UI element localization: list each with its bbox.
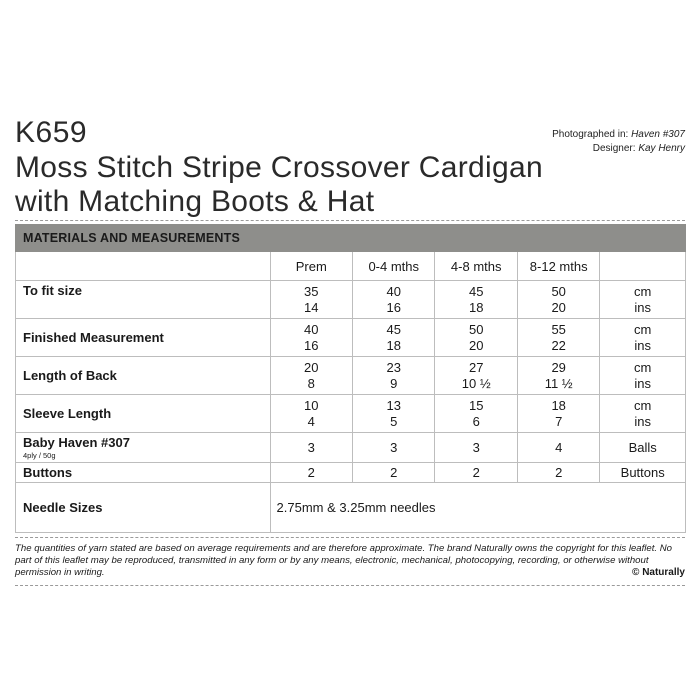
value-cell: 29 11 ½ <box>517 357 599 395</box>
designer-label: Designer: <box>592 143 636 154</box>
value-cell: 20 8 <box>270 357 352 395</box>
buttons-row <box>16 463 686 483</box>
size-header: 4-8 mths <box>435 252 517 281</box>
value-cell: 2 <box>517 463 599 483</box>
yarn-row <box>16 433 686 463</box>
unit-cell: cm ins <box>600 395 686 433</box>
row-label: Length of Back <box>16 357 271 395</box>
value-cell: 45 18 <box>435 281 517 319</box>
row-label: Needle Sizes <box>16 483 271 533</box>
value-cell: 10 4 <box>270 395 352 433</box>
size-header: Prem <box>270 252 352 281</box>
yarn-sublabel: 4ply / 50g <box>23 451 56 460</box>
sleeve-length-row <box>16 395 686 433</box>
title-line-2: with Matching Boots & Hat <box>15 185 375 218</box>
value-cell: 50 20 <box>435 319 517 357</box>
to-fit-row <box>16 281 686 319</box>
value-cell: 18 7 <box>517 395 599 433</box>
photographed-label: Photographed in: <box>552 129 629 140</box>
size-header-row <box>16 252 686 281</box>
pattern-title <box>15 151 543 219</box>
photographed-value: Haven #307 <box>631 129 685 140</box>
value-cell: 13 5 <box>353 395 435 433</box>
value-cell: 2 <box>353 463 435 483</box>
value-cell: 55 22 <box>517 319 599 357</box>
size-header: 0-4 mths <box>353 252 435 281</box>
unit-cell: cm ins <box>600 281 686 319</box>
divider-top <box>15 220 685 221</box>
pattern-code: K659 <box>15 116 88 149</box>
needle-sizes-row <box>16 483 686 533</box>
row-label: Finished Measurement <box>16 319 271 357</box>
size-header: 8-12 mths <box>517 252 599 281</box>
copyright-note: The quantities of yarn stated are based on average requirements and are therefore approximate. The brand Naturally owns the copyright for this leaflet. No part of this leaflet may be reproduced, transmitted in any form or by any means, electronic, mechanical, photocopying, recording, or otherwise without permission in writing. <box>15 543 673 578</box>
designer-value: Kay Henry <box>638 143 685 154</box>
row-label <box>16 433 271 463</box>
unit-cell: cm ins <box>600 319 686 357</box>
value-cell: 2 <box>270 463 352 483</box>
value-cell: 45 18 <box>353 319 435 357</box>
value-cell: 3 <box>353 433 435 463</box>
value-cell: 3 <box>435 433 517 463</box>
needle-sizes-value: 2.75mm & 3.25mm needles <box>270 483 685 533</box>
divider-bottom <box>15 585 685 586</box>
row-label: Sleeve Length <box>16 395 271 433</box>
divider-middle <box>15 537 685 538</box>
photographed-in <box>552 128 685 142</box>
value-cell: 23 9 <box>353 357 435 395</box>
length-of-back-row <box>16 357 686 395</box>
value-cell: 27 10 ½ <box>435 357 517 395</box>
value-cell: 50 20 <box>517 281 599 319</box>
empty-unit-header <box>600 252 686 281</box>
title-line-1: Moss Stitch Stripe Crossover Cardigan <box>15 151 543 184</box>
section-title: MATERIALS AND MEASUREMENTS <box>16 225 686 252</box>
finished-measurement-row <box>16 319 686 357</box>
row-label: Buttons <box>16 463 271 483</box>
value-cell: 15 6 <box>435 395 517 433</box>
unit-cell: Buttons <box>600 463 686 483</box>
designer <box>552 142 685 156</box>
value-cell: 3 <box>270 433 352 463</box>
row-label: To fit size <box>16 281 271 319</box>
value-cell: 40 16 <box>353 281 435 319</box>
value-cell: 40 16 <box>270 319 352 357</box>
unit-cell: cm ins <box>600 357 686 395</box>
unit-cell: Balls <box>600 433 686 463</box>
credits <box>552 128 685 156</box>
yarn-label: Baby Haven #307 <box>23 435 130 450</box>
value-cell: 4 <box>517 433 599 463</box>
copyright-mark: © Naturally <box>632 567 685 578</box>
value-cell: 2 <box>435 463 517 483</box>
materials-table <box>15 224 686 533</box>
value-cell: 35 14 <box>270 281 352 319</box>
empty-header-cell <box>16 252 271 281</box>
